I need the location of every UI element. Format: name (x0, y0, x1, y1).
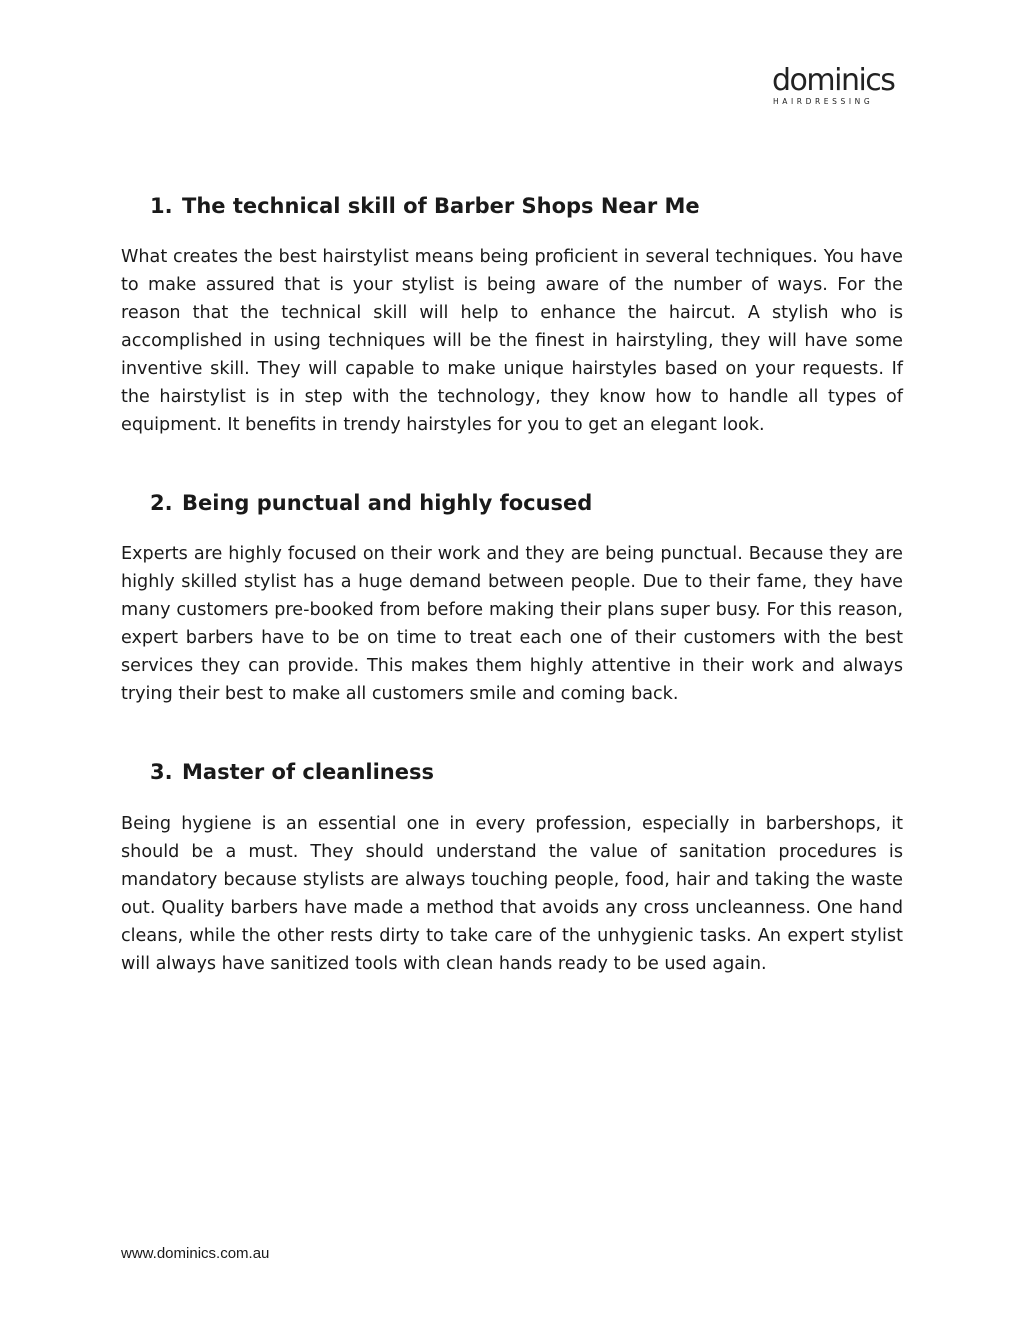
section-title: Master of cleanliness (182, 760, 434, 784)
section-number: 2. (150, 491, 173, 515)
section-body-technical-skill: What creates the best hairstylist means being proficient in several techniques. You have to make assured that is your stylist is being aware of the number of ways. For the reason that the technical skill will help to enhance the haircut. A stylish who is accomplished in using techniques will be the finest in hairstyling, they will have some inventive skill. They will capable to make unique hairstyles based on your requests. If the hairstylist is in step with the technology, they know how to handle all types of equipment. It benefits in trendy hairstyles for you to get an elegant look. (121, 247, 903, 435)
section-number: 1. (150, 194, 173, 218)
section-title: The technical skill of Barber Shops Near Me (182, 194, 700, 218)
section-heading-cleanliness (150, 758, 434, 786)
section-title: Being punctual and highly focused (182, 491, 593, 515)
brand-logo (772, 63, 896, 107)
section-heading-technical-skill (150, 192, 700, 220)
section-body-cleanliness: Being hygiene is an essential one in every profession, especially in barbershops, it should be a must. They should understand the value of sanitation procedures is mandatory because stylists are always touching people, food, hair and taking the waste out. Quality barbers have made a method that avoids any cross uncleanness. One hand cleans, while the other rests dirty to take care of the unhygienic tasks. An expert stylist will always have sanitized tools with clean hands ready to be used again. (121, 814, 903, 974)
section-heading-punctual (150, 489, 592, 517)
section-number: 3. (150, 760, 173, 784)
logo-wordmark: dominics (772, 63, 895, 98)
section-body-punctual: Experts are highly focused on their work and they are being punctual. Because they are highly skilled stylist has a huge demand between people. Due to their fame, they have many customers pre-booked from before making their plans super busy. For this reason, expert barbers have to be on time to treat each one of their customers with the best services they can provide. This makes them highly attentive in their work and always trying their best to make all customers smile and coming back. (121, 544, 903, 704)
logo-tagline: HAIRDRESSING (773, 97, 874, 106)
footer-website-url: www.dominics.com.au (121, 1245, 270, 1262)
